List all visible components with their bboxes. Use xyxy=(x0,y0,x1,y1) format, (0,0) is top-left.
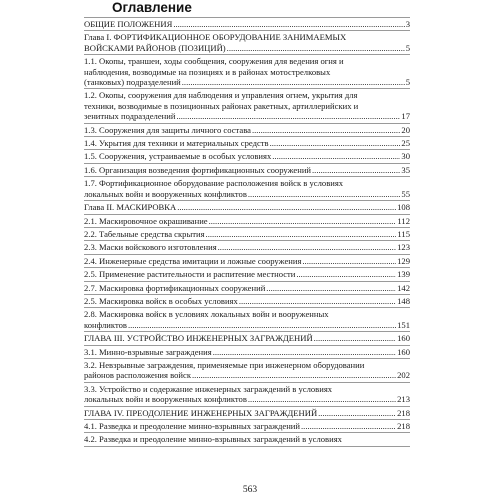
toc-entry-text: Глава II. МАСКИРОВКА xyxy=(84,202,177,213)
toc-entry-page: 123 xyxy=(397,242,410,253)
toc-entry-page: 218 xyxy=(397,407,410,418)
toc-entry xyxy=(84,420,410,433)
toc-entry-line xyxy=(84,101,410,111)
toc-entry-text: конфликтов xyxy=(84,319,127,330)
toc-entry-text: 3.1. Минно-взрывные заграждения xyxy=(84,346,212,357)
dot-leader xyxy=(301,421,396,431)
dot-leader xyxy=(239,296,396,306)
toc-entry xyxy=(84,31,410,55)
toc-entry-line xyxy=(84,242,410,252)
toc-entry-text: 1.4. Укрытия для техники и материальных средств xyxy=(84,138,269,149)
toc-entry-page: 129 xyxy=(397,255,410,266)
dot-leader xyxy=(248,394,396,404)
toc-entry-page: 112 xyxy=(397,215,410,226)
toc-entry-text: 3.2. Невзрывные заграждения, применяемые при инженерном оборудовании xyxy=(84,359,365,370)
dot-leader xyxy=(296,269,396,279)
toc-entry-line xyxy=(84,229,410,239)
toc-entry xyxy=(84,137,410,150)
toc-entry-text: локальных войн и вооруженных конфликтов xyxy=(84,394,247,405)
toc-entry-page: 17 xyxy=(401,111,410,122)
toc-entry-page: 3 xyxy=(405,19,410,29)
toc-entry-text: Глава I. ФОРТИФИКАЦИОННОЕ ОБОРУДОВАНИЕ ЗАНИМАЕМЫХ xyxy=(84,32,347,43)
toc-entry-line xyxy=(84,202,410,212)
toc-entry-text: 1.2. Окопы, сооружения для наблюдения и управления огнем, укрытия для xyxy=(84,90,358,101)
toc-entry xyxy=(84,308,410,332)
toc-entry-line xyxy=(84,216,410,226)
toc-entry xyxy=(84,55,410,89)
toc-entry-line xyxy=(84,320,410,330)
toc-entry xyxy=(84,359,410,383)
toc-entry-page: 160 xyxy=(397,346,410,357)
toc-entry-page: 25 xyxy=(401,138,410,149)
dot-leader xyxy=(213,347,396,357)
toc-entry xyxy=(84,241,410,254)
toc-entry xyxy=(84,228,410,241)
toc-entry-line xyxy=(84,421,410,431)
toc-entry-page: 148 xyxy=(397,295,410,306)
toc-entry-text: 1.5. Сооружения, устраиваемые в особых условиях xyxy=(84,151,272,162)
toc-entry-text: ГЛАВА IV. ПРЕОДОЛЕНИЕ ИНЖЕНЕРНЫХ ЗАГРАЖДЕНИЙ xyxy=(84,407,318,418)
toc-entry-line xyxy=(84,333,410,343)
toc-entry-line xyxy=(84,151,410,161)
toc-entry-line xyxy=(84,256,410,266)
toc-entry xyxy=(84,18,410,31)
dot-leader xyxy=(176,111,400,121)
toc-entry xyxy=(84,383,410,407)
toc-entry xyxy=(84,407,410,420)
toc-entry-text: техники, возводимые в позиционных районах ракетных, артиллерийских и xyxy=(84,100,359,111)
dot-leader xyxy=(227,43,405,53)
toc-entry-page: 218 xyxy=(397,421,410,431)
dot-leader xyxy=(128,320,396,330)
toc-entry xyxy=(84,177,410,201)
toc-entry-line xyxy=(84,19,410,29)
toc-entry-page: 151 xyxy=(397,319,410,330)
toc-entry-text: 2.8. Маскировка войск в условиях локальных войн и вооруженных xyxy=(84,309,329,320)
toc-entry-line xyxy=(84,283,410,293)
toc-entry-line xyxy=(84,408,410,418)
toc-entry-page: 139 xyxy=(397,269,410,280)
toc-entry-text: ОБЩИЕ ПОЛОЖЕНИЯ xyxy=(84,19,173,29)
toc-entry-text: ГЛАВА III. УСТРОЙСТВО ИНЖЕНЕРНЫХ ЗАГРАЖДЕНИЙ xyxy=(84,333,313,344)
toc-entry-page: 115 xyxy=(397,228,410,239)
toc-entry xyxy=(84,124,410,137)
toc-entry xyxy=(84,215,410,228)
toc-entry-text: зенитных подразделений xyxy=(84,111,176,122)
dot-leader xyxy=(206,229,397,239)
dot-leader xyxy=(182,77,405,87)
toc-entry-line xyxy=(84,269,410,279)
toc-entry-page: 142 xyxy=(397,282,410,293)
toc-entry-line xyxy=(84,370,410,380)
toc-entry xyxy=(84,295,410,308)
toc-entry-line xyxy=(84,43,410,53)
toc-entry-line xyxy=(84,90,410,100)
toc-entry xyxy=(84,268,410,281)
toc-entry-page: 108 xyxy=(397,202,410,213)
toc-entry-text: районов расположения войск xyxy=(84,370,192,381)
toc-entry-line xyxy=(84,165,410,175)
toc-entry-text: 2.7. Маскировка фортификационных сооружений xyxy=(84,282,266,293)
toc-entry-page: 55 xyxy=(401,188,410,199)
toc-entry-line xyxy=(84,111,410,121)
dot-leader xyxy=(248,189,401,199)
toc-entry-text: 3.3. Устройство и содержание инженерных заграждений в условиях xyxy=(84,383,333,394)
dot-leader xyxy=(302,256,396,266)
toc-entry-text: 1.3. Сооружения для защиты личного состава xyxy=(84,124,251,135)
toc-entry-line xyxy=(84,384,410,394)
dot-leader xyxy=(272,151,400,161)
toc-entry-line xyxy=(84,347,410,357)
toc-entry-page: 30 xyxy=(401,151,410,162)
toc-entry-line xyxy=(84,56,410,66)
toc-entry-text: 2.2. Табельные средства скрытия xyxy=(84,228,205,239)
toc-entry-line xyxy=(84,434,410,444)
toc-entry-page: 202 xyxy=(397,370,410,381)
toc-entry-text: 2.5. Маскировка войск в особых условиях xyxy=(84,295,238,306)
toc-entry-page: 20 xyxy=(401,124,410,135)
toc-entry-page: 5 xyxy=(405,42,410,53)
toc-entry xyxy=(84,255,410,268)
dot-leader xyxy=(252,125,400,135)
toc-entry-line xyxy=(84,32,410,42)
toc-entry-text: (танковых) подразделений xyxy=(84,77,181,88)
toc-entry xyxy=(84,89,410,123)
toc-entry-text: наблюдения, возводимые на позициях и в районах мотострелковых xyxy=(84,66,331,77)
toc-entry-page: 35 xyxy=(401,164,410,175)
dot-leader xyxy=(173,19,404,29)
toc-entry-line xyxy=(84,189,410,199)
toc-entry xyxy=(84,282,410,295)
toc-entry-line xyxy=(84,125,410,135)
dot-leader xyxy=(192,370,396,380)
toc-entry-line xyxy=(84,178,410,188)
toc-entry-text: ВОЙСКАМИ РАЙОНОВ (ПОЗИЦИЙ) xyxy=(84,42,226,53)
toc-entry-text: 1.7. Фортификационное оборудование расположения войск в условиях xyxy=(84,178,344,189)
toc-entry-text: 2.4. Инженерные средства имитации и ложные сооружения xyxy=(84,255,302,266)
toc-entry-line xyxy=(84,360,410,370)
toc-entry-text: 2.5. Применение растительности и распитение местности xyxy=(84,269,296,280)
dot-leader xyxy=(312,165,400,175)
toc-entry-page: 5 xyxy=(405,77,410,88)
toc-entry xyxy=(84,150,410,163)
toc-entry-text: 4.2. Разведка и преодоление минно-взрывных заграждений в условиях xyxy=(84,434,342,445)
dot-leader xyxy=(270,138,401,148)
toc-entry-page: 213 xyxy=(397,394,410,405)
toc-entry-line xyxy=(84,394,410,404)
toc-entry-line xyxy=(84,296,410,306)
toc-entry-text: 4.1. Разведка и преодоление минно-взрывных заграждений xyxy=(84,421,301,431)
dot-leader xyxy=(314,333,396,343)
toc-entry-text: локальных войн и вооруженных конфликтов xyxy=(84,188,247,199)
toc-entry xyxy=(84,346,410,359)
toc-entry-line xyxy=(84,67,410,77)
toc-title: Оглавление xyxy=(112,0,192,15)
dot-leader xyxy=(266,283,396,293)
toc-entry xyxy=(84,164,410,177)
dot-leader xyxy=(318,408,396,418)
toc-entry xyxy=(84,332,410,345)
dot-leader xyxy=(209,216,397,226)
toc-table xyxy=(84,17,410,447)
toc-entry-text: 1.6. Организация возведения фортификационных сооружений xyxy=(84,164,312,175)
toc-entry xyxy=(84,201,410,214)
toc-entry-text: 1.1. Окопы, траншеи, ходы сообщения, сооружения для ведения огня и xyxy=(84,56,344,67)
dot-leader xyxy=(177,202,396,212)
toc-entry-text: 2.1. Маскировочное окрашивание xyxy=(84,215,208,226)
toc-entry-text: 2.3. Маски войскового изготовления xyxy=(84,242,217,253)
toc-entry-line xyxy=(84,138,410,148)
toc-entry-page: 160 xyxy=(397,333,410,344)
toc-entry-line xyxy=(84,309,410,319)
page-number: 563 xyxy=(242,485,258,495)
dot-leader xyxy=(218,242,396,252)
toc-entry xyxy=(84,433,410,446)
toc-entry-line xyxy=(84,77,410,87)
